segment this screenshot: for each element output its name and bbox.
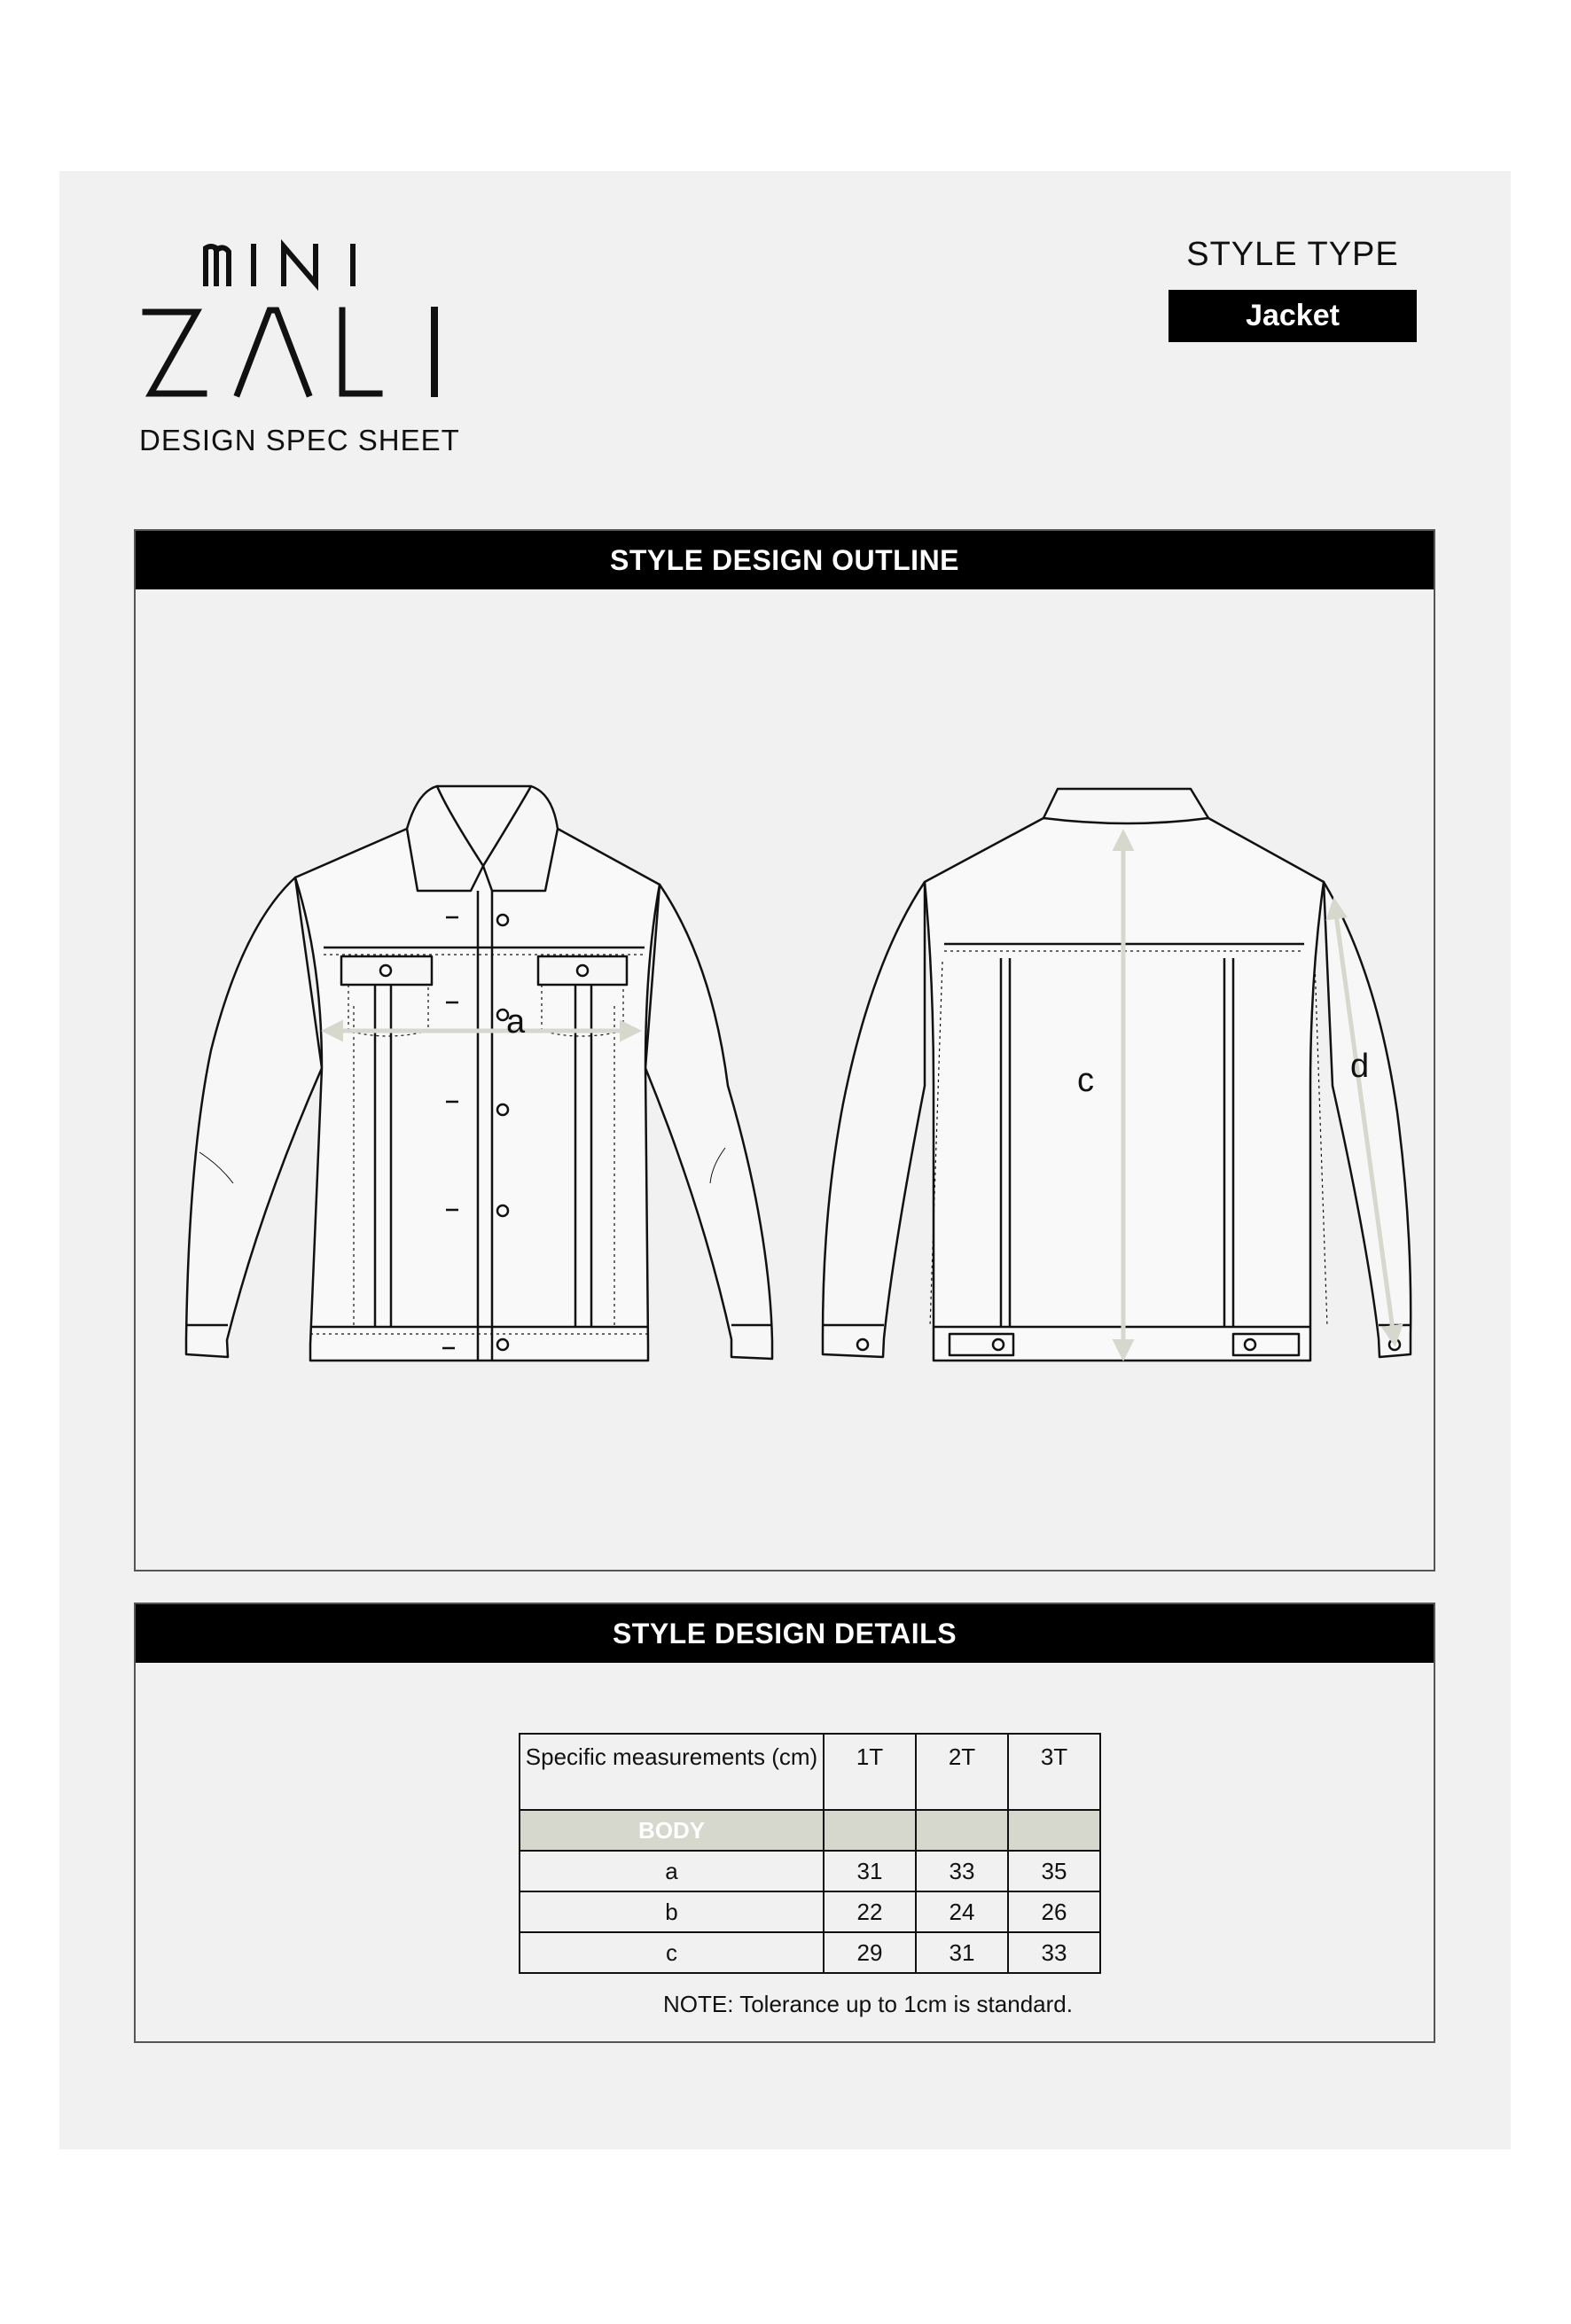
style-design-details-panel — [134, 1603, 1435, 2043]
outline-panel-title: STYLE DESIGN OUTLINE — [136, 531, 1434, 589]
cell-value: 31 — [824, 1851, 916, 1891]
style-design-outline-panel — [134, 529, 1435, 1571]
cell-value: 22 — [824, 1891, 916, 1932]
section-label: BODY — [520, 1810, 824, 1851]
document-title: DESIGN SPEC SHEET — [139, 424, 460, 456]
cell-value: 33 — [1008, 1932, 1100, 1973]
label-a: a — [506, 1003, 526, 1041]
style-type-label: STYLE TYPE — [1186, 236, 1399, 273]
label-c: c — [1077, 1062, 1094, 1099]
size-header-2t: 2T — [916, 1734, 1008, 1810]
measurement-table — [519, 1733, 1101, 1974]
style-type-value: Jacket — [1168, 290, 1417, 342]
section-row-body — [520, 1810, 1100, 1851]
jacket-drawings — [136, 589, 1434, 1570]
size-header-1t: 1T — [824, 1734, 916, 1810]
cell-value: 33 — [916, 1851, 1008, 1891]
cell-value: 35 — [1008, 1851, 1100, 1891]
row-label: c — [520, 1932, 824, 1973]
size-header-3t: 3T — [1008, 1734, 1100, 1810]
cell-value: 31 — [916, 1932, 1008, 1973]
label-d: d — [1350, 1048, 1370, 1085]
cell-value: 24 — [916, 1891, 1008, 1932]
jacket-back-sketch — [823, 789, 1411, 1361]
jacket-front-sketch — [186, 786, 772, 1361]
cell-value: 29 — [824, 1932, 916, 1973]
row-label: a — [520, 1851, 824, 1891]
row-label: b — [520, 1891, 824, 1932]
cell-value: 26 — [1008, 1891, 1100, 1932]
table-row — [520, 1891, 1100, 1932]
details-panel-title: STYLE DESIGN DETAILS — [136, 1604, 1434, 1663]
table-row — [520, 1851, 1100, 1891]
table-row — [520, 1932, 1100, 1973]
tolerance-note: NOTE: Tolerance up to 1cm is standard. — [663, 1991, 1073, 2017]
brand-logo — [142, 238, 443, 402]
measurement-header: Specific measurements (cm) — [520, 1734, 824, 1810]
